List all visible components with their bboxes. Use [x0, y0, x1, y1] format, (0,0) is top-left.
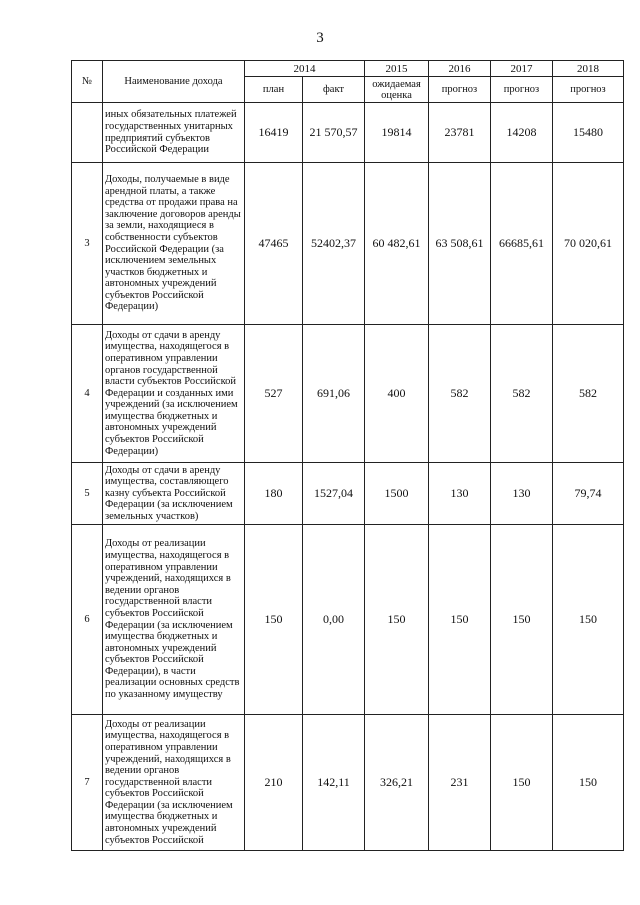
- fact-2014-value: 21 570,57: [303, 103, 365, 163]
- table-row: [72, 325, 624, 463]
- revenue-name: Доходы, получаемые в виде арендной платы, а также средства от продажи права на заключение договоров аренды за земли, находящиеся в собственности субъектов Российской Федерации (за исключением земельных участков бюджетных и автономных учреждений субъектов Российской Федерации): [103, 163, 245, 325]
- value-2017: 582: [491, 325, 553, 463]
- value-2017: 150: [491, 525, 553, 715]
- header-year-2017: [491, 61, 553, 77]
- header-year-2018: [553, 61, 624, 77]
- value-2017: 150: [491, 715, 553, 851]
- fact-2014-value: 52402,37: [303, 163, 365, 325]
- fact-2014-value: 1527,04: [303, 463, 365, 525]
- row-number: 7: [72, 715, 103, 851]
- header-2017-forecast: прогноз: [491, 77, 553, 103]
- header-plan: план: [245, 77, 303, 103]
- row-number: 3: [72, 163, 103, 325]
- header-year-2018-label: 2018: [577, 62, 599, 75]
- value-2015: 19814: [365, 103, 429, 163]
- value-2016: 23781: [429, 103, 491, 163]
- header-fact: факт: [303, 77, 365, 103]
- header-year-2015: [365, 61, 429, 77]
- header-year-2016: [429, 61, 491, 77]
- revenue-name: Доходы от сдачи в аренду имущества, находящегося в оперативном управлении органов государственной власти субъектов Российской Федерации и созданных ими учреждений (за исключением имущества бюджетных и автономных учреждений субъектов Российской Федерации): [103, 325, 245, 463]
- header-2015-expected: ожидаемая оценка: [365, 77, 429, 103]
- revenue-name: Доходы от реализации имущества, находящегося в оперативном управлении учреждений, находящихся в ведении органов государственной власти субъектов Российской Федерации (за исключением имущества бюджетных и автономных учреждений субъектов Российской Федерации), в части реализации основных средств по указанному имуществу: [103, 525, 245, 715]
- value-2015: 150: [365, 525, 429, 715]
- header-year-2014: 2014: [245, 61, 365, 77]
- value-2016: 63 508,61: [429, 163, 491, 325]
- plan-2014-value: 180: [245, 463, 303, 525]
- fact-2014-value: 142,11: [303, 715, 365, 851]
- header-2018-forecast: прогноз: [553, 77, 624, 103]
- value-2016: 150: [429, 525, 491, 715]
- value-2018: 15480: [553, 103, 624, 163]
- header-year-2015-label: 2015: [385, 62, 408, 75]
- value-2016: 582: [429, 325, 491, 463]
- plan-2014-value: 150: [245, 525, 303, 715]
- value-2018: 79,74: [553, 463, 624, 525]
- value-2015: 1500: [365, 463, 429, 525]
- header-number: №: [72, 61, 103, 103]
- header-year-2016-label: 2016: [448, 62, 471, 75]
- plan-2014-value: 16419: [245, 103, 303, 163]
- value-2018: 582: [553, 325, 624, 463]
- header-revenue-name: Наименование дохода: [103, 61, 245, 103]
- value-2016: 231: [429, 715, 491, 851]
- fact-2014-value: 691,06: [303, 325, 365, 463]
- value-2015: 60 482,61: [365, 163, 429, 325]
- value-2018: 150: [553, 715, 624, 851]
- page-number: 3: [316, 30, 324, 46]
- table-row: [72, 103, 624, 163]
- row-number: [72, 103, 103, 163]
- row-number: 6: [72, 525, 103, 715]
- plan-2014-value: 47465: [245, 163, 303, 325]
- value-2015: 400: [365, 325, 429, 463]
- revenue-name: Доходы от сдачи в аренду имущества, составляющего казну субъекта Российской Федерации (за исключением земельных участков): [103, 463, 245, 525]
- value-2015: 326,21: [365, 715, 429, 851]
- value-2018: 150: [553, 525, 624, 715]
- table-row: [72, 163, 624, 325]
- row-number: 4: [72, 325, 103, 463]
- revenue-name: Доходы от реализации имущества, находящегося в оперативном управлении учреждений, находящихся в ведении органов государственной власти субъектов Российской Федерации (за исключением имущества бюджетных и автономных учреждений субъектов Российской: [103, 715, 245, 851]
- header-year-2017-label: 2017: [510, 62, 533, 75]
- value-2016: 130: [429, 463, 491, 525]
- header-row-top: [72, 61, 624, 77]
- table-row: [72, 463, 624, 525]
- value-2017: 14208: [491, 103, 553, 163]
- fact-2014-value: 0,00: [303, 525, 365, 715]
- plan-2014-value: 210: [245, 715, 303, 851]
- revenue-table: [71, 60, 624, 851]
- value-2017: 66685,61: [491, 163, 553, 325]
- header-2016-forecast: прогноз: [429, 77, 491, 103]
- revenue-name: иных обязательных платежей государственных унитарных предприятий субъектов Российской Федерации: [103, 103, 245, 163]
- plan-2014-value: 527: [245, 325, 303, 463]
- table-row: [72, 715, 624, 851]
- value-2017: 130: [491, 463, 553, 525]
- table-row: [72, 525, 624, 715]
- row-number: 5: [72, 463, 103, 525]
- value-2018: 70 020,61: [553, 163, 624, 325]
